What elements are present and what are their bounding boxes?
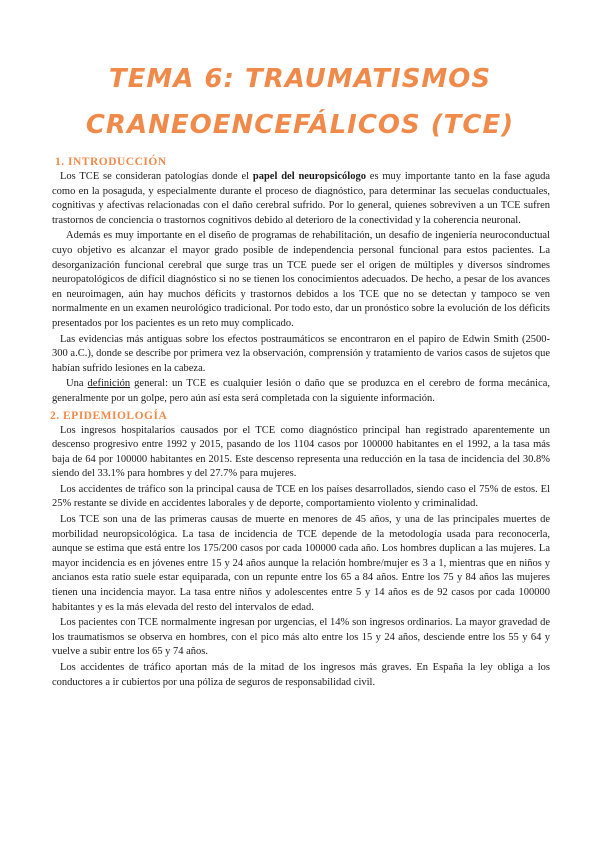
paragraph: Además es muy importante en el diseño de programas de rehabilitación, un desafío de ingeniería neuroconductual cuyo objetivo es alcanzar el mayor grado posible de independencia personal funcional para estos pacientes. La desorganización funcional cerebral que surge tras un TCE puede ser el origen de múltiples y diversos síndromes neuropatológicos de difícil diagnóstico si no se tienen los conocimientos adecuados. De hecho, a pesar de los avances en neuroimagen, aún hay muchos déficits y trastornos debidos a los TCE que no se detectan y tampoco se ven normalmente en un examen neurológico tradicional. Por todo esto, dar un pronóstico sobre la evolución de los déficits presentados por los pacientes es un reto muy complicado.	[52, 230, 550, 329]
section-heading-introduccion: 1. INTRODUCCIÓN	[55, 156, 167, 168]
paragraph	[52, 377, 550, 406]
title-line-1: TEMA 6: TRAUMATISMOS	[108, 64, 492, 94]
text-run: Una	[66, 378, 88, 390]
text-run: Los TCE se consideran patologías donde el	[60, 171, 253, 182]
section-heading-epidemiologia: 2. EPIDEMIOLOGÍA	[50, 409, 168, 422]
paragraph: Los ingresos hospitalarios causados por el TCE como diagnóstico principal han registrado aparentemente un descenso progresivo entre 1992 y 2015, pasando de los 1104 casos por 100000 habitantes en el 1992, a la tasa más baja de 64 por 100000 habitantes en 2015. Este descenso representa una reducción en la tasa de incidencia del 30.8% siendo del 33.1% para hombres y del 27.7% para mujeres.	[52, 424, 550, 480]
paragraph: Los accidentes de tráfico son la principal causa de TCE en los países desarrollados, siendo caso el 75% de estos. El 25% restante se divide en accidentes laborales y de deporte, comportamiento violento y criminalidad.	[52, 483, 550, 510]
underlined-text: definición	[87, 378, 131, 390]
bold-text: papel del neuropsicólogo	[252, 171, 366, 182]
title-line-2: CRANEOENCEFÁLICOS (TCE)	[85, 110, 515, 140]
paragraph	[52, 170, 550, 228]
paragraph: Los accidentes de tráfico aportan más de la mitad de los ingresos más graves. En España la ley obliga a los conductores a ir cubiertos por una póliza de seguros de responsabilidad civil.	[52, 662, 550, 688]
text-run: general: un TCE es cualquier lesión o daño que se produzca en el cerebro de forma mecánica, generalmente por un golpe, pero aún así esta será completada con la siguiente información.	[52, 378, 551, 404]
text-run: es muy importante tanto en la fase aguda como en la posaguda, y especialmente durante el proceso de diagnóstico, para determinar las secuelas conductuales, cognitivas y afectivas relacionadas con el daño cerebral sufrido. Por lo general, quienes sobreviven a un TCE sufren trastornos de conciencia o trastornos cognitivos debido al deterioro de la conectividad y la coherencia neuronal.	[52, 171, 550, 226]
document-body	[52, 154, 550, 691]
paragraph: Los TCE son una de las primeras causas de muerte en menores de 45 años, y una de las principales muertes de morbilidad neuropsicológica. La tasa de incidencia de TCE depende de la metodología usada para reconocerla, aunque se estima que está entre los 175/200 casos por cada 100000 cada año. Los hombres duplican a las mujeres. La mayor incidencia es en jóvenes entre 15 y 24 años aunque la relación hombre/mujer es 3 a 1, mientras que en niños y ancianos esta ratio suele estar equiparada, con un repunte entre los 65 a 84 años. Entre los 75 y 84 años las mujeres tienen una incidencia mayor. La tasa entre niños y adolescentes entre 5 y 14 años es de 92 casos por cada 100000 habitantes y es la más elevada del resto del intervalos de edad.	[52, 514, 550, 613]
paragraph: Los pacientes con TCE normalmente ingresan por urgencias, el 14% son ingresos ordinarios. La mayor gravedad de los traumatismos se observa en hombres, con el pico más alto entre los 15 y 24 años, desciende entre los 55 y 64 y vuelve a subir entre los 65 y 74 años.	[52, 617, 550, 658]
paragraph: Las evidencias más antiguas sobre los efectos postraumáticos se encontraron en el papiro de Edwin Smith (2500-300 a.C.), donde se describe por primera vez la observación, comprensión y tratamiento de varios casos de sujetos que habían sufrido lesiones en la cabeza.	[52, 333, 550, 374]
